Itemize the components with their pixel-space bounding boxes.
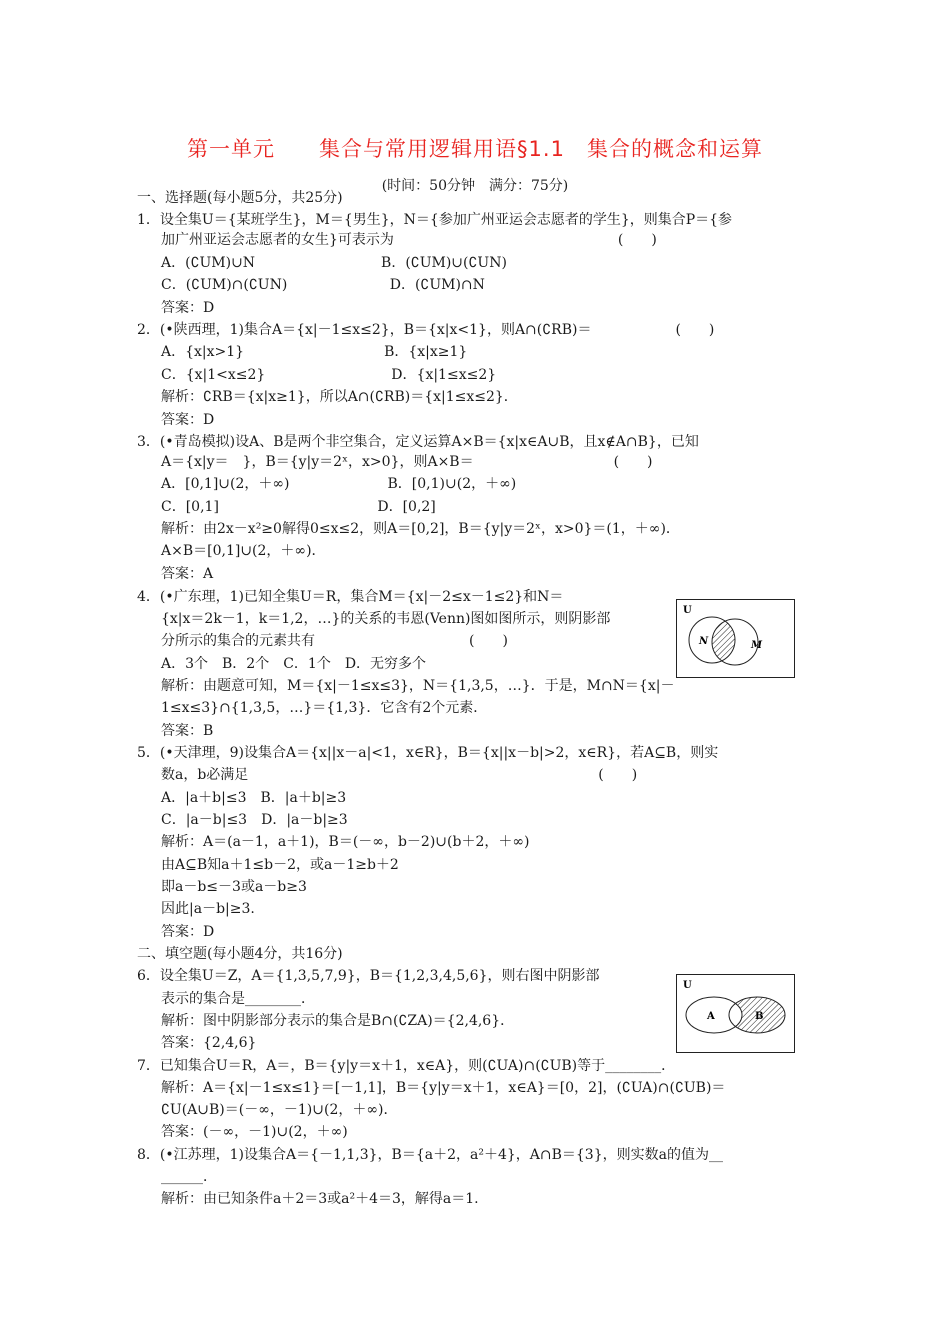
venn-q6-graphic xyxy=(677,975,794,1052)
text-line: 6．设全集U＝Z，A＝{1,3,5,7,9}，B＝{1,2,3,4,5,6}，则右图中阴影部 xyxy=(137,968,600,984)
text-line: {x|x＝2k－1，k＝1,2，…}的关系的韦恩(Venn)图如图所示，则阴影部 xyxy=(161,611,611,627)
text-line: 解析：∁RB＝{x|x≥1}，所以A∩(∁RB)＝{x|1≤x≤2}． xyxy=(161,389,518,405)
text-line: 二、填空题(每小题4分，共16分) xyxy=(137,946,343,962)
text-line: 答案：(－∞，－1)∪(2，＋∞) xyxy=(161,1124,348,1140)
text-line: 1．设全集U＝{某班学生}，M＝{男生}，N＝{参加广州亚运会志愿者的学生}，则集合P＝{参 xyxy=(137,212,733,228)
text-line: 5．(•天津理，9)设集合A＝{x||x－a|<1，x∈R}，B＝{x||x－b|>2，x∈R}，若A⊆B，则实 xyxy=(137,745,719,761)
text-line: 答案：D xyxy=(161,924,215,940)
text-line: 因此|a－b|≥3. xyxy=(161,901,255,917)
text-line: 数a，b必满足 ( ) xyxy=(161,767,638,783)
text-line: 答案：A xyxy=(161,566,214,582)
text-line: 由A⊆B知a＋1≤b－2，或a－1≥b＋2 xyxy=(161,857,399,873)
venn-q6-a-label: A xyxy=(707,1011,715,1022)
page-title: 第一单元 集合与常用逻辑用语§1.1 集合的概念和运算 xyxy=(187,137,763,161)
text-line: 解析：由题意可知，M＝{x|－1≤x≤3}，N＝{1,3,5，…}．于是，M∩N＝{x|－ xyxy=(161,678,675,694)
venn-diagram-q6 xyxy=(676,974,795,1053)
text-line: 答案：D xyxy=(161,412,215,428)
text-line: A．[0,1]∪(2，＋∞) B．[0,1)∪(2，＋∞) xyxy=(161,476,517,492)
text-line: 加广州亚运会志愿者的女生}可表示为 ( ) xyxy=(161,232,657,248)
text-line: 分所示的集合的元素共有 ( ) xyxy=(161,633,508,649)
text-line: 解析：A＝{x|－1≤x≤1}＝[－1,1]，B＝{y|y＝x＋1，x∈A}＝[0，2]，(∁UA)∩(∁UB)＝ xyxy=(161,1080,726,1096)
text-line: A×B＝[0,1]∪(2，＋∞)． xyxy=(161,543,326,559)
text-line: A．3个 B．2个 C．1个 D．无穷多个 xyxy=(161,656,427,672)
venn-q6-b-label: B xyxy=(755,1011,764,1022)
text-line: 8．(•江苏理，1)设集合A＝{－1,1,3}，B＝{a＋2，a²＋4}，A∩B＝{3}，则实数a的值为__ xyxy=(137,1147,723,1163)
text-line: A．(∁UM)∪N B．(∁UM)∪(∁UN) xyxy=(161,255,507,271)
text-line: 7．已知集合U＝R，A＝，B＝{y|y＝x＋1，x∈A}，则(∁UA)∩(∁UB)等于________． xyxy=(137,1058,676,1074)
text-line: 解析：A＝(a－1，a＋1)，B＝(－∞，b－2)∪(b＋2，＋∞) xyxy=(161,834,530,850)
text-line: 解析：图中阴影部分表示的集合是B∩(∁ZA)＝{2,4,6}． xyxy=(161,1013,515,1029)
text-line: 1≤x≤3}∩{1,3,5，…}＝{1,3}．它含有2个元素． xyxy=(161,700,488,716)
venn-diagram-q4 xyxy=(676,599,795,678)
text-line: A．{x|x>1} B．{x|x≥1} xyxy=(161,344,468,360)
page-subtitle: (时间：50分钟 满分：75分) xyxy=(381,178,569,194)
text-line: 解析：由2x－x²≥0解得0≤x≤2，则A＝[0,2]，B＝{y|y＝2ˣ，x>0}＝(1，＋∞)． xyxy=(161,521,680,537)
text-line: 答案：D xyxy=(161,300,215,316)
text-line: C．{x|1<x≤2} D．{x|1≤x≤2} xyxy=(161,367,497,383)
venn-q4-u-label: U xyxy=(683,605,692,616)
text-line: 3．(•青岛模拟)设A、B是两个非空集合，定义运算A×B＝{x|x∈A∪B，且x∉A∩B}，已知 xyxy=(137,434,699,450)
venn-q4-n-label: N xyxy=(699,636,709,647)
text-line: 一、选择题(每小题5分，共25分) xyxy=(137,190,343,206)
text-line: 表示的集合是________． xyxy=(161,991,315,1007)
venn-q4-m-label: M xyxy=(751,640,763,651)
text-line: 2．(•陕西理，1)集合A＝{x|－1≤x≤2}，B＝{x|x<1}，则A∩(∁RB)＝ ( ) xyxy=(137,322,715,338)
text-line: ______． xyxy=(161,1169,217,1185)
text-line: 4．(•广东理，1)已知全集U＝R，集合M＝{x|－2≤x－1≤2}和N＝ xyxy=(137,589,564,605)
text-line: A＝{x|y＝ }，B＝{y|y＝2ˣ，x>0}，则A×B＝ ( ) xyxy=(161,454,653,470)
text-line: 答案：{2,4,6} xyxy=(161,1035,257,1051)
text-line: 答案：B xyxy=(161,723,214,739)
text-line: 即a－b≤－3或a－b≥3 xyxy=(161,879,307,895)
venn-q4-graphic xyxy=(677,600,794,677)
text-line: C．(∁UM)∩(∁UN) D．(∁UM)∩N xyxy=(161,277,485,293)
text-line: 解析：由已知条件a＋2＝3或a²＋4＝3，解得a＝1. xyxy=(161,1191,479,1207)
venn-q6-u-label: U xyxy=(683,980,692,991)
text-line: ∁U(A∪B)＝(－∞，－1)∪(2，＋∞)． xyxy=(161,1102,398,1118)
text-line: A．|a＋b|≤3 B．|a＋b|≥3 xyxy=(161,790,347,806)
text-line: C．[0,1] D．[0,2] xyxy=(161,499,436,515)
text-line: C．|a－b|≤3 D．|a－b|≥3 xyxy=(161,812,348,828)
